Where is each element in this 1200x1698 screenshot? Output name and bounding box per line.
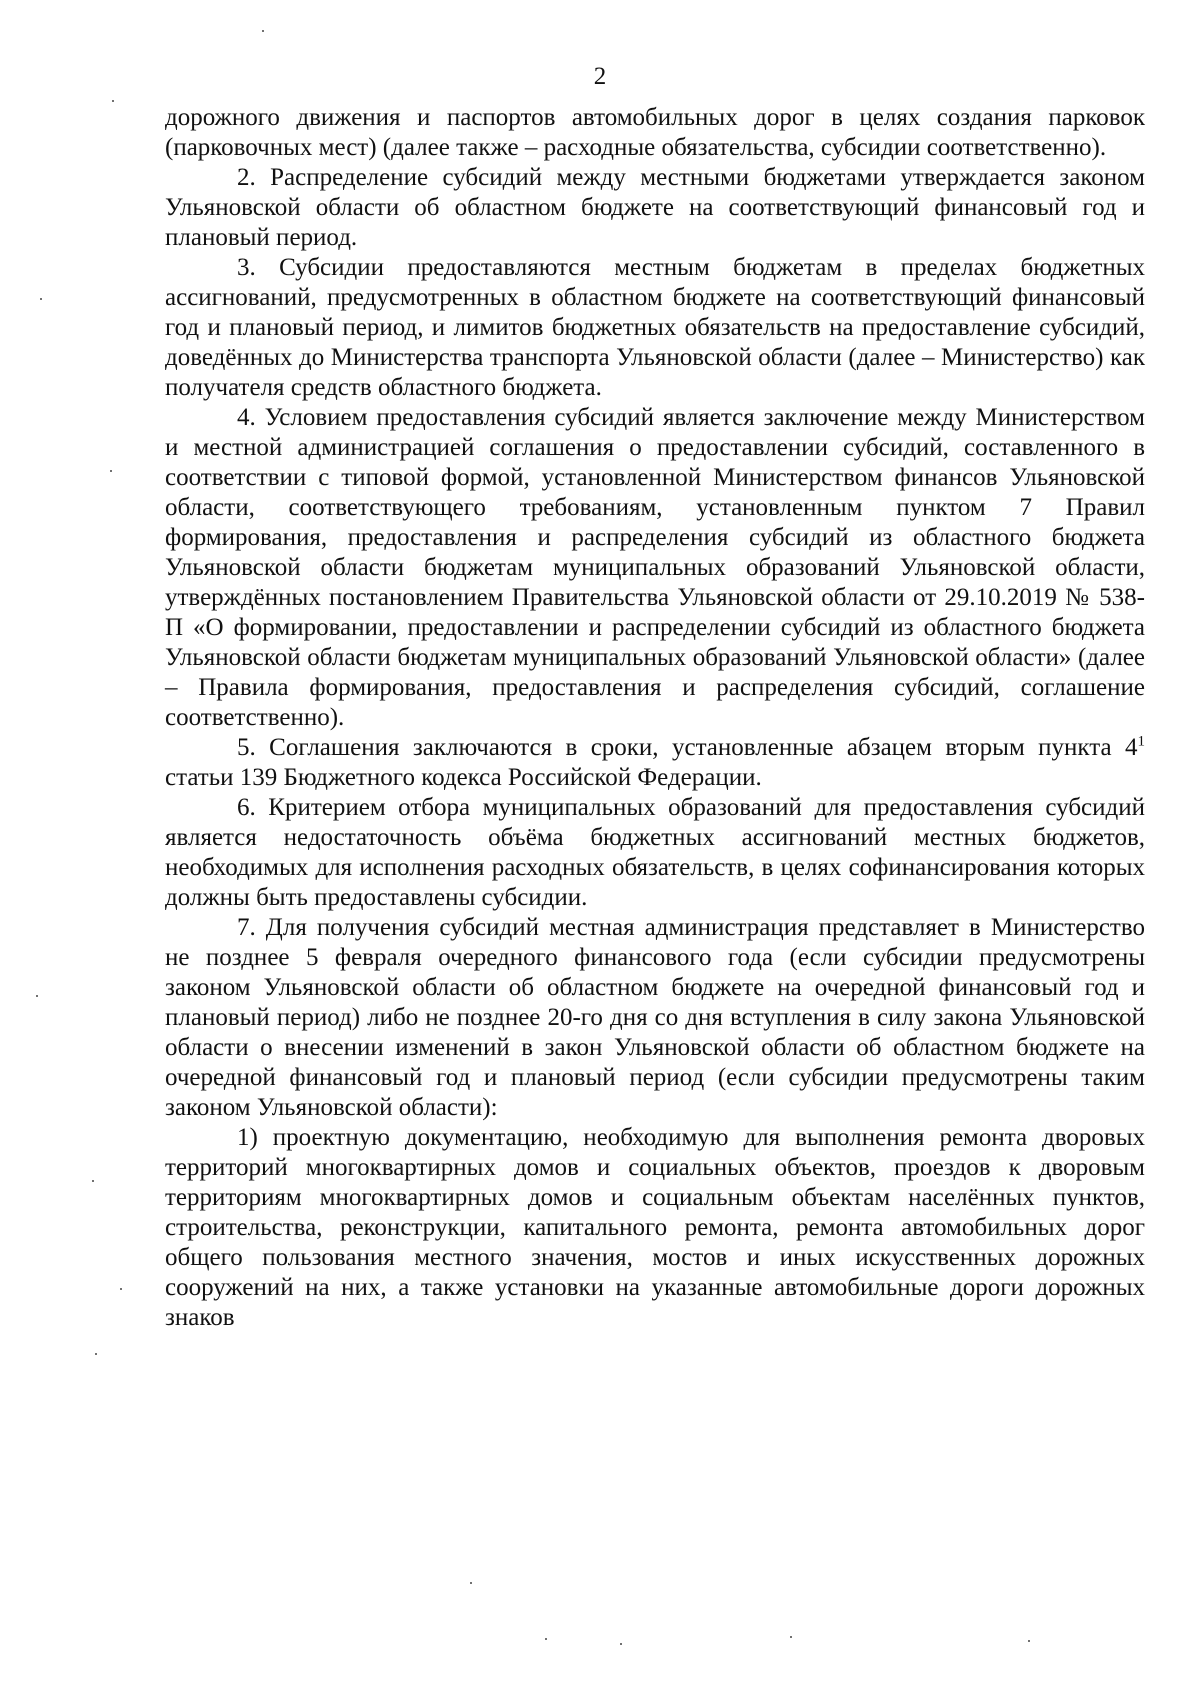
paragraph-3: 3. Субсидии предоставляются местным бюджетам в пределах бюджетных ассигнований, предусмотренных в областном бюджете на соответствующий финансовый год и плановый период, и лимитов бюджетных обязательств на предоставление субсидий, доведённых до Министерства транспорта Ульяновской области (далее – Министерство) как получателя средств областного бюджета.	[165, 254, 1145, 401]
scan-speck	[110, 470, 112, 472]
paragraph-7: 7. Для получения субсидий местная администрация представляет в Министерство не позднее 5 февраля очередного финансового года (если субсидии предусмотрены законом Ульяновской области об областном бюджете на очередной финансовый год и плановый период) либо не позднее 20-го дня со дня вступления в силу закона Ульяновской области о внесении изменений в закон Ульяновской области об областном бюджете на очередной финансовый год и плановый период (если субсидии предусмотрены таким законом Ульяновской области):	[165, 914, 1145, 1121]
paragraph-6: 6. Критерием отбора муниципальных образований для предоставления субсидий является недостаточность объёма бюджетных ассигнований местных бюджетов, необходимых для исполнения расходных обязательств, в целях софинансирования которых должны быть предоставлены субсидии.	[165, 794, 1145, 911]
scan-speck	[120, 1288, 122, 1290]
scan-speck	[92, 1180, 94, 1182]
scan-speck	[545, 1638, 547, 1640]
paragraph-7-item-1: 1) проектную документацию, необходимую для выполнения ремонта дворовых территорий многоквартирных домов и социальных объектов, проездов к дворовым территориям многоквартирных домов и социальным объектам населённых пунктов, строительства, реконструкции, капитального ремонта, ремонта автомобильных дорог общего пользования местного значения, мостов и иных искусственных дорожных сооружений на них, а также установки на указанные автомобильные дороги дорожных знаков	[165, 1124, 1145, 1331]
paragraph-5-text-end: статьи 139 Бюджетного кодекса Российской Федерации.	[165, 764, 762, 791]
scan-speck	[620, 1643, 622, 1645]
document-body	[165, 103, 1145, 1333]
paragraph-2: 2. Распределение субсидий между местными бюджетами утверждается законом Ульяновской области об областном бюджете на соответствующий финансовый год и плановый период.	[165, 164, 1145, 251]
scan-speck	[262, 30, 264, 32]
scan-speck	[112, 100, 114, 102]
scan-speck	[95, 1353, 97, 1355]
scan-speck	[470, 1582, 472, 1584]
scan-speck	[36, 995, 38, 997]
scan-speck	[40, 298, 42, 300]
paragraph-5-text-start: 5. Соглашения заключаются в сроки, установленные абзацем вторым пункта 4	[237, 734, 1138, 761]
paragraph-4: 4. Условием предоставления субсидий является заключение между Министерством и местной администрацией соглашения о предоставлении субсидий, составленного в соответствии с типовой формой, установленной Министерством финансов Ульяновской области, соответствующего требованиям, установленным пунктом 7 Правил формирования, предоставления и распределения субсидий из областного бюджета Ульяновской области бюджетам муниципальных образований Ульяновской области, утверждённых постановлением Правительства Ульяновской области от 29.10.2019 № 538-П «О формировании, предоставлении и распределении субсидий из областного бюджета Ульяновской области бюджетам муниципальных образований Ульяновской области» (далее – Правила формирования, предоставления и распределения субсидий, соглашение соответственно).	[165, 404, 1145, 731]
paragraph-5	[165, 733, 1145, 793]
paragraph-continuation: дорожного движения и паспортов автомобильных дорог в целях создания парковок (парковочных мест) (далее также – расходные обязательства, субсидии соответственно).	[165, 104, 1145, 161]
page-number: 2	[593, 63, 607, 90]
superscript-index: 1	[1137, 733, 1145, 750]
scan-speck	[1028, 1640, 1030, 1642]
scan-speck	[790, 1636, 792, 1638]
